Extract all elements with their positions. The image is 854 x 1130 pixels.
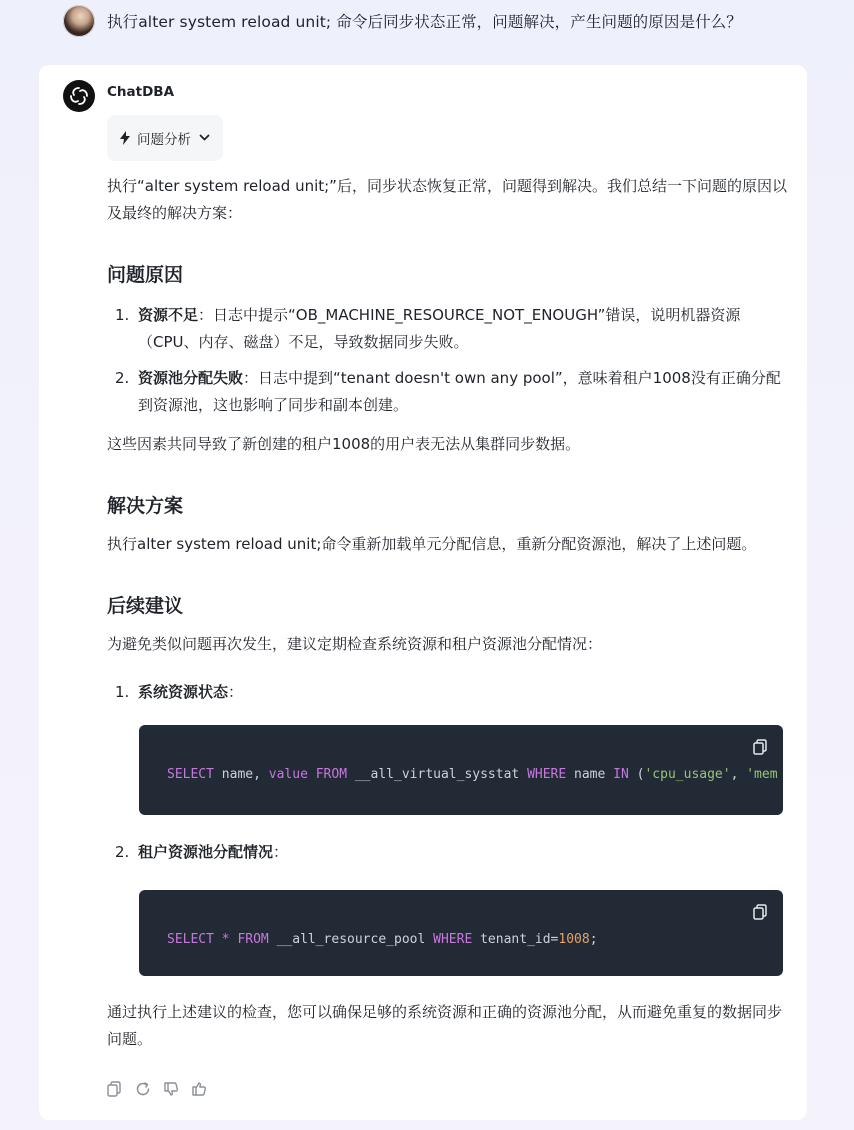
intro-paragraph: 执行“alter system reload unit;”后，同步状态恢复正常，问题得到解决。我们总结一下问题的原因以及最终的解决方案： — [107, 177, 787, 222]
copy-icon — [107, 1081, 121, 1097]
list-item: 1. 系统资源状态： — [115, 683, 244, 701]
suggestion-list-2 — [107, 839, 787, 866]
list-item: 2. 资源池分配失败：日志中提到“tenant doesn't own any pool”，意味着租户1008没有正确分配到资源池，这也影响了同步和副本创建。 — [115, 369, 781, 414]
thumbs-down-button[interactable] — [163, 1081, 179, 1097]
analysis-label: 问题分析 — [137, 132, 191, 148]
user-message — [63, 5, 742, 37]
chatdba-logo-icon — [63, 80, 95, 112]
suggestion-list — [107, 679, 787, 706]
user-avatar — [63, 5, 95, 37]
code-text: SELECT name, value FROM __all_virtual_sysstat WHERE name IN ('cpu_usage', 'mem — [167, 767, 778, 782]
list-item: 2. 租户资源池分配情况： — [115, 843, 289, 861]
analysis-toggle-button[interactable] — [107, 115, 223, 161]
list-item: 1. 资源不足：日志中提示“OB_MACHINE_RESOURCE_NOT_ENOUGH”错误，说明机器资源（CPU、内存、磁盘）不足，导致数据同步失败。 — [115, 306, 741, 351]
thumbs-up-icon — [191, 1081, 207, 1097]
code-block — [139, 890, 783, 976]
section-heading-cause: 问题原因 — [107, 264, 184, 286]
thumbs-up-button[interactable] — [191, 1081, 207, 1097]
section-heading-solution: 解决方案 — [107, 495, 184, 517]
chevron-down-icon — [199, 134, 210, 142]
solution-text: 执行alter system reload unit;命令重新加载单元分配信息，重新分配资源池，解决了上述问题。 — [107, 535, 757, 553]
section-heading-suggestion: 后续建议 — [107, 595, 184, 617]
copy-code-button[interactable] — [753, 737, 767, 764]
regenerate-button[interactable] — [135, 1081, 151, 1097]
regenerate-icon — [135, 1081, 151, 1097]
suggestion-intro: 为避免类似问题再次发生，建议定期检查系统资源和租户资源池分配情况： — [107, 635, 603, 653]
cause-summary: 这些因素共同导致了新创建的租户1008的用户表无法从集群同步数据。 — [107, 435, 581, 453]
copy-message-button[interactable] — [107, 1081, 123, 1097]
user-message-text: 执行alter system reload unit; 命令后同步状态正常，问题解决，产生问题的原因是什么？ — [107, 13, 742, 31]
bot-response-card — [39, 65, 807, 1120]
copy-icon — [753, 739, 767, 755]
cause-list — [107, 302, 787, 419]
code-block — [139, 725, 783, 815]
copy-code-button[interactable] — [753, 902, 767, 929]
code-text: SELECT * FROM __all_resource_pool WHERE tenant_id=1008; — [167, 932, 598, 947]
thumbs-down-icon — [163, 1081, 179, 1097]
copy-icon — [753, 904, 767, 920]
closing-paragraph: 通过执行上述建议的检查，您可以确保足够的系统资源和正确的资源池分配，从而避免重复的数据同步问题。 — [107, 1003, 783, 1048]
lightning-icon — [119, 131, 131, 145]
response-content — [107, 173, 787, 1053]
bot-name: ChatDBA — [107, 84, 175, 100]
message-actions — [107, 1081, 207, 1097]
